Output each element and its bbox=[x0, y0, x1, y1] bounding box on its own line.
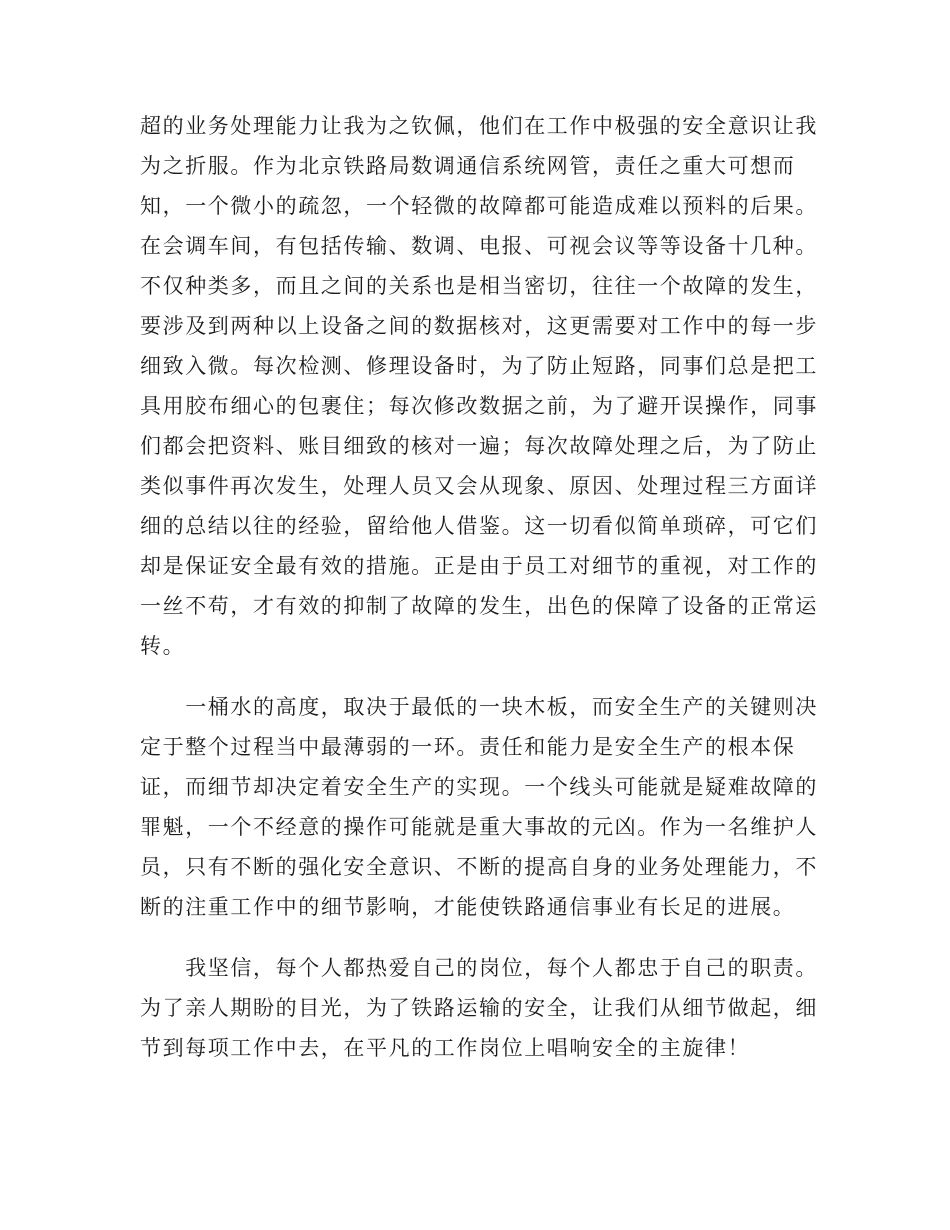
text-line: 罪魁，一个不经意的操作可能就是重大事故的元凶。作为一名维护人 bbox=[140, 815, 818, 839]
paragraph-spacer bbox=[140, 666, 800, 687]
paragraph-spacer bbox=[140, 927, 800, 948]
text-line: 为了亲人期盼的目光，为了铁路运输的安全，让我们从细节做起，细 bbox=[140, 996, 818, 1020]
text-line: 不仅种类多，而且之间的关系也是相当密切，往往一个故障的发生， bbox=[140, 274, 818, 298]
text-line: 具用胶布细心的包裹住；每次修改数据之前，为了避开误操作，同事 bbox=[140, 394, 818, 418]
paragraph-3 bbox=[140, 948, 818, 1068]
text-line: 类似事件再次发生，处理人员又会从现象、原因、处理过程三方面详 bbox=[140, 474, 818, 498]
text-line: 知，一个微小的疏忽，一个轻微的故障都可能造成难以预料的后果。 bbox=[140, 194, 818, 218]
text-line: 一桶水的高度，取决于最低的一块木板，而安全生产的关键则决 bbox=[140, 695, 818, 719]
text-line: 员，只有不断的强化安全意识、不断的提高自身的业务处理能力，不 bbox=[140, 855, 818, 879]
text-line: 细的总结以往的经验，留给他人借鉴。这一切看似简单琐碎，可它们 bbox=[140, 514, 818, 538]
text-line: 细致入微。每次检测、修理设备时，为了防止短路，同事们总是把工 bbox=[140, 354, 818, 378]
text-line: 定于整个过程当中最薄弱的一环。责任和能力是安全生产的根本保 bbox=[140, 735, 796, 759]
text-line: 节到每项工作中去，在平凡的工作岗位上唱响安全的主旋律！ bbox=[140, 1036, 751, 1060]
text-line: 证，而细节却决定着安全生产的实现。一个线头可能就是疑难故障的 bbox=[140, 775, 818, 799]
text-line: 转。 bbox=[140, 634, 186, 658]
paragraph-2 bbox=[140, 687, 818, 927]
text-line: 一丝不苟，才有效的抑制了故障的发生，出色的保障了设备的正常运 bbox=[140, 594, 818, 618]
text-line: 却是保证安全最有效的措施。正是由于员工对细节的重视，对工作的 bbox=[140, 554, 818, 578]
text-line: 在会调车间，有包括传输、数调、电报、可视会议等等设备十几种。 bbox=[140, 234, 818, 258]
text-line: 要涉及到两种以上设备之间的数据核对，这更需要对工作中的每一步 bbox=[140, 314, 818, 338]
document-body bbox=[140, 106, 818, 1068]
text-line: 为之折服。作为北京铁路局数调通信系统网管，责任之重大可想而 bbox=[140, 154, 796, 178]
text-line: 我坚信，每个人都热爱自己的岗位，每个人都忠于自己的职责。 bbox=[140, 956, 818, 980]
text-line: 超的业务处理能力让我为之钦佩，他们在工作中极强的安全意识让我 bbox=[140, 114, 818, 138]
text-line: 断的注重工作中的细节影响，才能使铁路通信事业有长足的进展。 bbox=[140, 895, 796, 919]
text-line: 们都会把资料、账目细致的核对一遍；每次故障处理之后，为了防止 bbox=[140, 434, 818, 458]
paragraph-1 bbox=[140, 106, 818, 666]
